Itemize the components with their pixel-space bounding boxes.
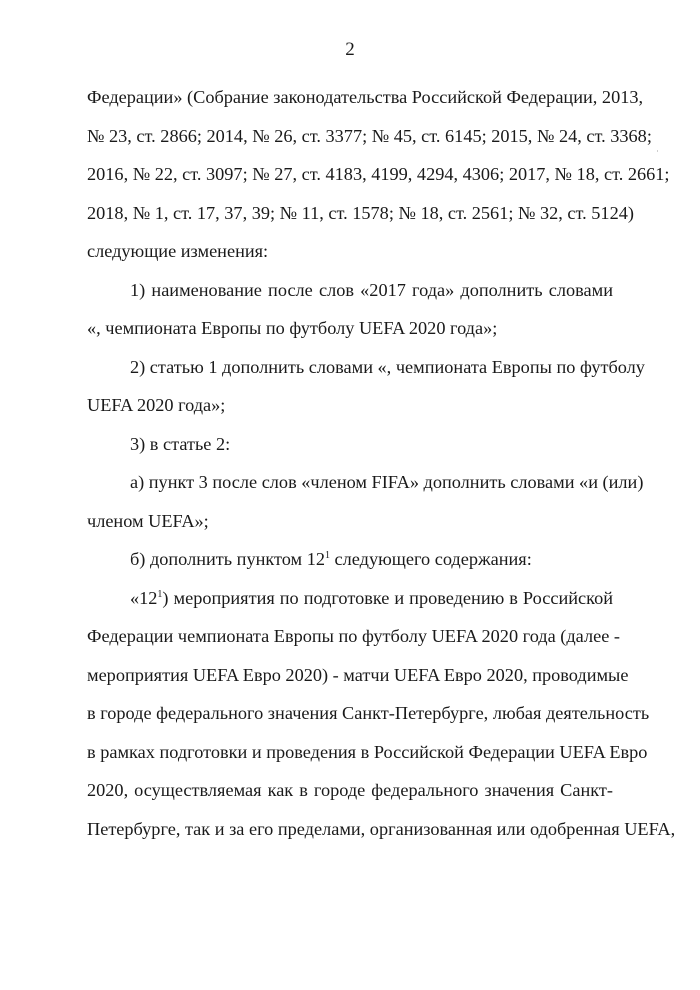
- superscript: 1: [157, 588, 163, 600]
- text-line: 2018, № 1, ст. 17, 37, 39; № 11, ст. 1578; № 18, ст. 2561; № 32, ст. 5124): [87, 202, 634, 223]
- text-line: Петербурге, так и за его пределами, организованная или одобренная UEFA,: [87, 818, 676, 839]
- text-line: 2016, № 22, ст. 3097; № 27, ст. 4183, 4199, 4294, 4306; 2017, № 18, ст. 2661;: [87, 164, 670, 184]
- superscript: 1: [324, 550, 330, 561]
- text-line: Федерации» (Собрание законодательства Российской Федерации, 2013,: [87, 87, 644, 107]
- document-body: [87, 78, 676, 848]
- text-line: мероприятия UEFA Евро 2020) - матчи UEFA Евро 2020, проводимые: [87, 664, 629, 685]
- list-item-3: 3) в статье 2:: [130, 433, 231, 454]
- sub-item-b: [87, 540, 613, 579]
- scan-speck: [657, 150, 658, 152]
- page-number: 2: [345, 39, 355, 60]
- text-segment: ) мероприятия по подготовке и проведению в Российской: [162, 587, 613, 608]
- clause-12-1: [87, 579, 613, 618]
- list-item-1: 1) наименование после слов «2017 года» дополнить словами: [130, 279, 613, 300]
- text-line: в рамках подготовки и проведения в Российской Федерации UEFA Евро: [87, 741, 648, 762]
- text-line: UEFA 2020 года»;: [87, 395, 226, 415]
- text-line: 2020, осуществляемая как в городе федерального значения Санкт-: [87, 780, 613, 800]
- sub-item-a: а) пункт 3 после слов «членом FIFA» дополнить словами «и (или): [130, 472, 644, 492]
- text-line: № 23, ст. 2866; 2014, № 26, ст. 3377; № 45, ст. 6145; 2015, № 24, ст. 3368;: [87, 125, 652, 146]
- text-segment: «12: [130, 587, 158, 608]
- text-segment: следующего содержания:: [329, 549, 532, 569]
- text-line: членом UEFA»;: [87, 510, 209, 531]
- list-item-2: 2) статью 1 дополнить словами «, чемпионата Европы по футболу: [130, 356, 645, 377]
- text-line: Федерации чемпионата Европы по футболу UEFA 2020 года (далее -: [87, 626, 620, 646]
- text-segment: б) дополнить пунктом 12: [130, 549, 325, 569]
- text-line: «, чемпионата Европы по футболу UEFA 2020 года»;: [87, 318, 498, 338]
- text-line: следующие изменения:: [87, 241, 269, 261]
- text-line: в городе федерального значения Санкт-Петербурге, любая деятельность: [87, 703, 650, 723]
